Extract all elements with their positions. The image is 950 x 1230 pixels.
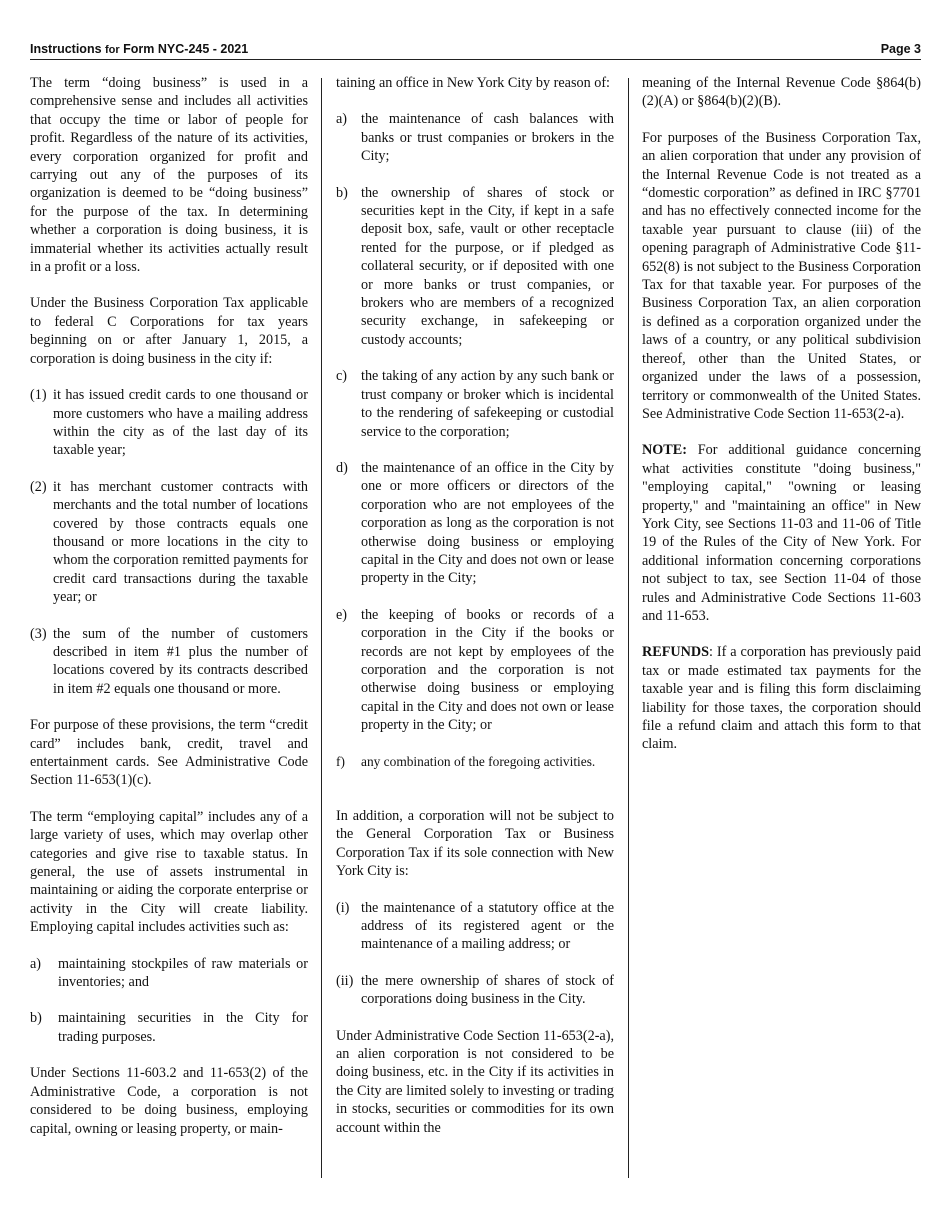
item-marker: (1) [30,387,47,404]
list-item [336,110,614,165]
list-item [30,955,308,992]
list-item [336,899,614,954]
column-divider-1 [321,78,322,1178]
list-item [30,478,308,607]
paragraph-bct-alien: For purposes of the Business Corporation Tax, an alien corporation that under any provision of the Internal Revenue Code is not treated as a “domestic corporation” as defined in IRC §7701 and has no effectively connected income for the taxable year pursuant to clause (iii) of the opening paragraph of Administrative Code §11-652(8) is not subject to the Business Corporation Tax for that taxable year. For purposes of the Business Corporation Tax, an alien corporation is defined as a corporation organized under the laws of a country, or any political subdivision thereof, other than the United States, or organized under the laws of a possession, territory or commonwealth of the United States. See Administrative Code Section 11-653(2-a). [642,129,921,422]
item-marker: (ii) [336,972,354,989]
item-marker: e) [336,606,348,623]
item-marker: b) [30,1010,42,1027]
list-item [30,386,308,460]
column-1 [30,74,308,1156]
item-marker: f) [336,753,345,769]
refunds-text: : If a corporation has previously paid tax or made estimated tax payments for the taxable year and is filing this form disclaiming liability for those taxes, the corporation should file a refund claim and attach this form to that claim. [642,644,921,753]
item-marker: a) [30,955,42,972]
paragraph-bct-applicable: Under the Business Corporation Tax applicable to federal C Corporations for tax years beginning on or after January 1, 2015, a corporation is doing business in the city if: [30,295,308,367]
note-label: NOTE: [642,442,687,459]
item-text: the sum of the number of customers described in item #1 plus the number of locations covered by its contracts described in item #2 equals one thousand or more. [53,625,308,697]
item-marker: b) [336,184,348,201]
list-item [336,753,614,771]
item-text: the mere ownership of shares of stock of corporations doing business in the City. [361,972,614,1008]
column-2 [336,74,614,1155]
list-item [336,972,614,1009]
page-number: Page 3 [880,42,921,56]
list-item [30,1009,308,1046]
item-text: it has issued credit cards to one thousand or more customers who have a mailing address within the city as of the last day of its taxable year; [53,387,308,459]
item-text: the ownership of shares of stock or securities kept in the City, if kept in a safe deposit box, safe, vault or other receptacle rented for the purpose, or if pledged as collateral security, or if deposited with one or more banks or trust companies, or brokers who are members of a recognized security exchange, in safekeeping or custody accounts; [361,184,614,348]
item-marker: c) [336,368,348,385]
list-item [336,459,614,588]
item-text: the maintenance of cash balances with banks or trust companies or brokers in the City; [361,111,614,165]
item-marker: (2) [30,478,47,495]
list-item [30,625,308,699]
page-header [30,41,921,60]
list-item [336,367,614,441]
item-text: it has merchant customer contracts with merchants and the total number of locations covered by those contracts equals one thousand or more locations in the city to whom the corporation remitted payments for credit card transactions during the taxable year; or [53,478,308,606]
item-text: the keeping of books or records of a corporation in the City if the books or records are not kept by employees of the corporation and the corporation is not otherwise doing business or employing capital in the City and does not own or lease property in the City; or [361,606,614,734]
paragraph-credit-card: For purpose of these provisions, the term “credit card” includes bank, credit, travel and entertainment cards. See Administrative Code Section 11-653(1)(c). [30,717,308,789]
paragraph-office-continuation: taining an office in New York City by reason of: [336,75,610,91]
item-marker: (3) [30,625,47,642]
paragraph-sections: Under Sections 11-603.2 and 11-653(2) of the Administrative Code, a corporation is not considered to be doing business, employing capital, owning or leasing property, or main- [30,1065,308,1137]
paragraph-employing-capital: The term “employing capital” includes any of a large variety of uses, which may overlap other categories and give rise to taxable status. In general, the use of assets instrumental in maintaining or aiding the corporate enterprise or activity in the City will create liability. Employing capital includes activities such as: [30,808,308,936]
item-text: any combination of the foregoing activities. [361,753,596,769]
list-item [336,606,614,735]
form-title [30,42,248,56]
paragraph-refunds [642,643,921,753]
item-marker: a) [336,111,348,128]
item-text: the maintenance of an office in the City by one or more officers or directors of the corporation who are not employees of the corporation as long as the corporation is not otherwise doing business or employing capital in the City and does not own or lease property in the City; [361,459,614,587]
column-3 [642,74,921,772]
item-marker: d) [336,459,348,476]
item-text: maintaining stockpiles of raw materials or inventories; and [58,955,308,991]
paragraph-alien-corporation: Under Administrative Code Section 11-653(2-a), an alien corporation is not considered to be doing business, etc. in the City if its activities in the City are limited solely to investing or trading in stocks, securities or commodities for its own account within the [336,1027,614,1136]
paragraph-in-addition: In addition, a corporation will not be subject to the General Corporation Tax or Business Corporation Tax if its sole connection with New York City is: [336,808,614,880]
title-prefix: Instructions [30,42,106,56]
title-rest: Form NYC-245 - 2021 [119,42,249,56]
paragraph-note [642,441,921,625]
refunds-label: REFUNDS [642,644,710,661]
list-item [336,184,614,350]
item-marker: (i) [336,899,350,916]
paragraph-irc-meaning: meaning of the Internal Revenue Code §864(b)(2)(A) or §864(b)(2)(B). [642,75,921,110]
item-text: the maintenance of a statutory office at the address of its registered agent or the maintenance of a mailing address; or [361,899,614,953]
title-for: for [105,44,120,56]
column-divider-2 [628,78,629,1178]
paragraph-doing-business: The term “doing business” is used in a comprehensive sense and includes all activities that occupy the time or labor of people for profit. Regardless of the nature of its activities, every corporation organized for profit and carrying out any of the purposes of its organization is deemed to be “doing business” for the purpose of the tax. In determining whether a corporation is doing business, it is immaterial whether its activities actually result in a profit or a loss. [30,75,308,276]
item-text: maintaining securities in the City for trading purposes. [58,1010,308,1045]
item-text: the taking of any action by any such bank or trust company or broker which is incidental to the rendering of safekeeping or custodial service to the corporation; [361,368,614,440]
note-text: For additional guidance concerning what activities constitute "doing business," "employing capital," "owning or leasing property," and "maintaining an office" in New York City, see Sections 11-03 and 11-06 of Title 19 of the Rules of the City of New York. For additional information concerning corporations not subject to tax, see Section 11-04 of those rules and Administrative Code Sections 11-603 and 11-653. [642,442,921,624]
